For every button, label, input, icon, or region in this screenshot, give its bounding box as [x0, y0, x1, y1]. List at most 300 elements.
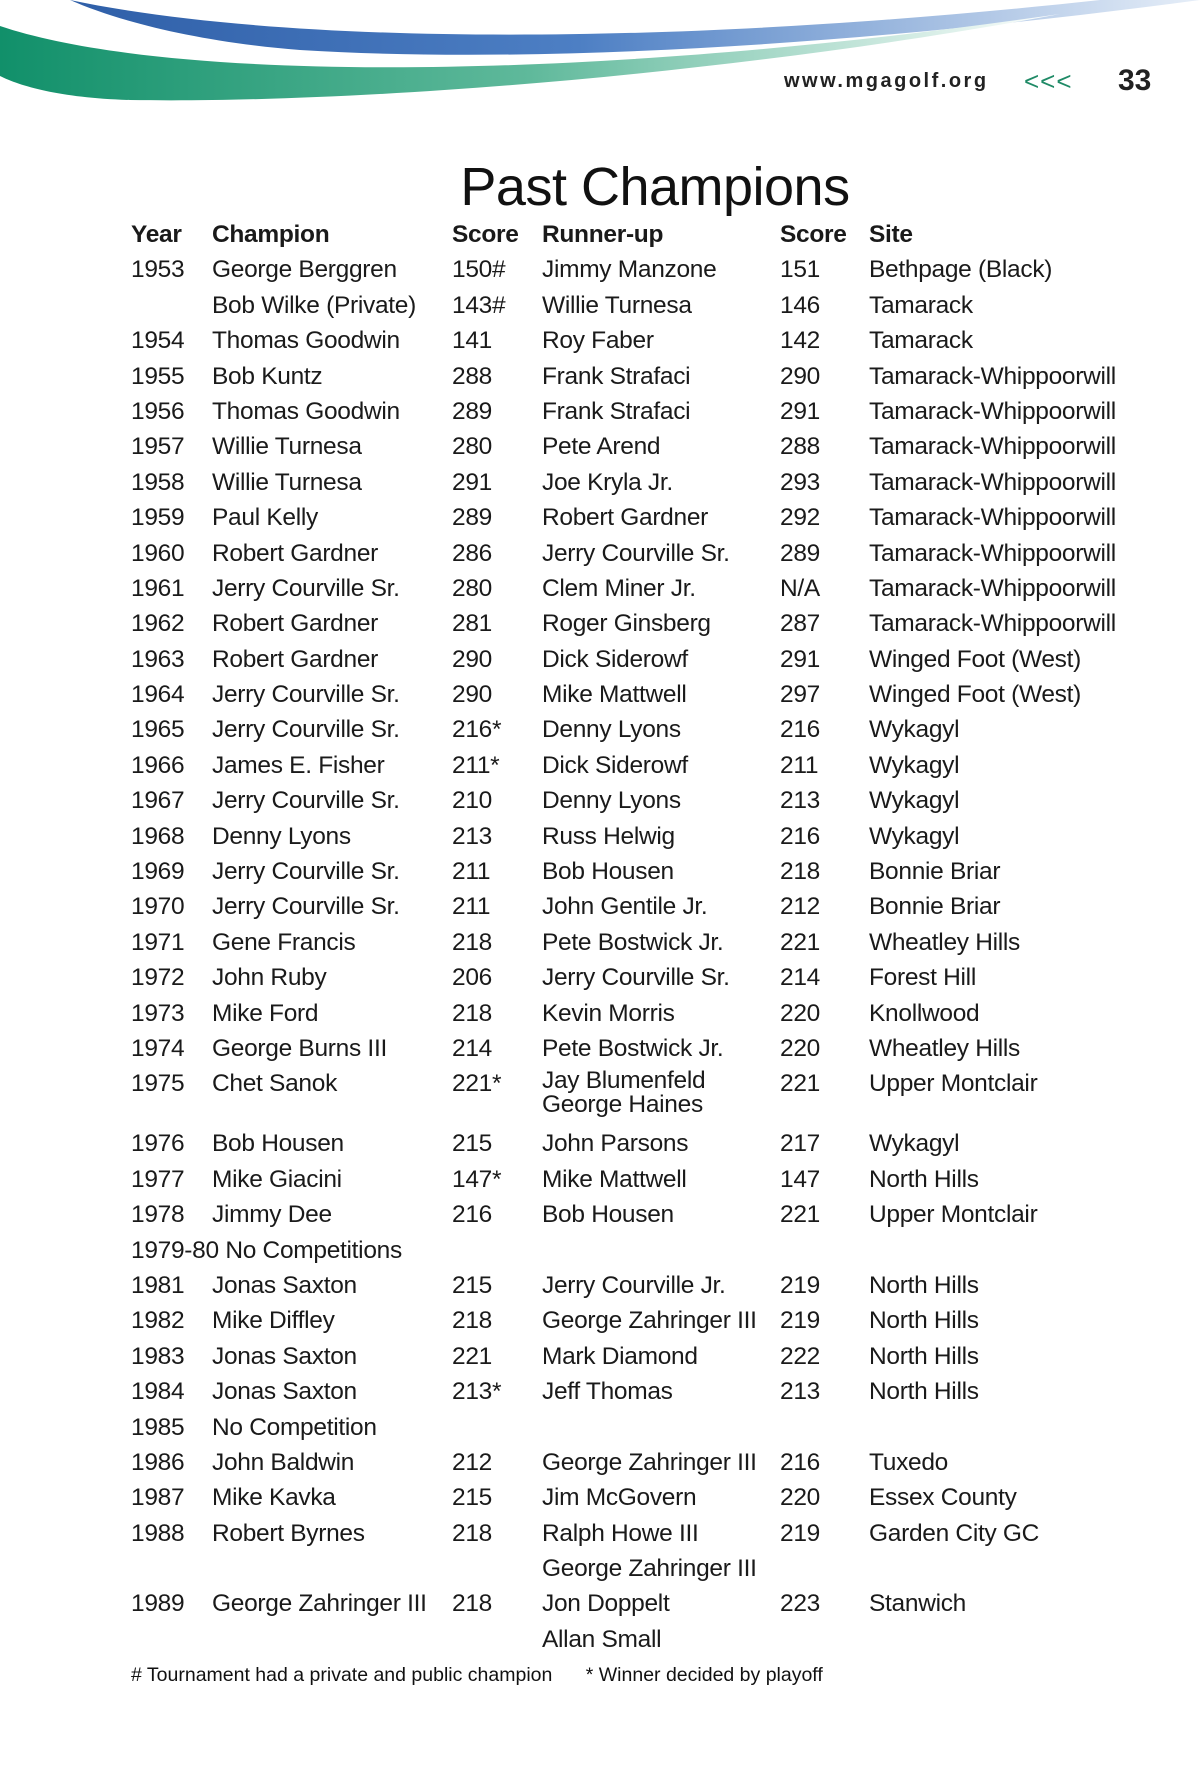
page-number: 33: [1118, 64, 1152, 97]
table-row: [131, 822, 1131, 857]
runner-up-name: Ralph Howe III: [542, 1519, 699, 1547]
cell-runner-score: 217: [780, 1130, 820, 1158]
table-row: [131, 1342, 1131, 1377]
cell-champion: Jerry Courville Sr.: [212, 893, 400, 921]
table-header-row: [131, 220, 1131, 255]
cell-year: 1967: [131, 787, 185, 815]
cell-champion: Willie Turnesa: [212, 433, 362, 461]
table-row: [131, 291, 1131, 326]
column-header-score: Score: [452, 221, 519, 248]
cell-runner-score: 290: [780, 362, 820, 390]
table-row: [131, 397, 1131, 432]
cell-year: 1963: [131, 645, 185, 673]
runner-up-name: Dick Siderowf: [542, 751, 688, 779]
cell-champion: Thomas Goodwin: [212, 327, 400, 355]
cell-year: 1979-80 No Competitions: [131, 1236, 402, 1264]
cell-runner-up: [542, 1342, 698, 1372]
cell-runner-score: 293: [780, 468, 820, 496]
cell-year: 1958: [131, 468, 185, 496]
table-row: [131, 1483, 1131, 1518]
cell-site: Bonnie Briar: [869, 858, 1001, 886]
cell-runner-score: 146: [780, 291, 820, 319]
cell-runner-up: [542, 1165, 687, 1195]
cell-score: 218: [452, 1590, 492, 1618]
cell-year: 1976: [131, 1130, 185, 1158]
cell-champion: Bob Kuntz: [212, 362, 323, 390]
cell-champion: Gene Francis: [212, 928, 356, 956]
cell-score: 216: [452, 1201, 492, 1229]
cell-champion: Thomas Goodwin: [212, 397, 400, 425]
cell-runner-score: 216: [780, 716, 820, 744]
runner-up-name: Jay Blumenfeld: [542, 1067, 706, 1095]
cell-score: 211: [452, 893, 491, 921]
cell-runner-score: 292: [780, 504, 820, 532]
runner-up-name: Jim McGovern: [542, 1484, 697, 1512]
cell-site: Wheatley Hills: [869, 928, 1021, 956]
cell-champion: George Zahringer III: [212, 1590, 427, 1618]
cell-score: 214: [452, 1034, 492, 1062]
cell-runner-score: 219: [780, 1519, 820, 1547]
cell-champion: John Ruby: [212, 964, 327, 992]
cell-champion: Jerry Courville Sr.: [212, 858, 400, 886]
cell-score: 215: [452, 1484, 492, 1512]
cell-runner-up: [542, 963, 730, 993]
cell-year: 1954: [131, 327, 185, 355]
table-row: [131, 928, 1131, 963]
table-row: [131, 255, 1131, 290]
cell-site: North Hills: [869, 1378, 979, 1406]
cell-champion: Robert Gardner: [212, 539, 379, 567]
chevron-left-icon: <<<: [1024, 66, 1073, 96]
cell-runner-up: [542, 574, 696, 604]
cell-runner-up: [542, 362, 690, 392]
cell-runner-up: [542, 503, 708, 533]
cell-runner-up: [542, 1589, 669, 1619]
cell-runner-up: [542, 1069, 705, 1117]
cell-runner-score: 223: [780, 1590, 820, 1618]
cell-year: 1981: [131, 1271, 185, 1299]
table-row: [131, 963, 1131, 998]
cell-year: 1987: [131, 1484, 185, 1512]
cell-runner-score: 142: [780, 327, 820, 355]
cell-year: 1959: [131, 504, 185, 532]
table-row: [131, 1306, 1131, 1341]
cell-runner-up: [542, 751, 688, 781]
runner-up-name: Dick Siderowf: [542, 645, 688, 673]
cell-runner-score: 287: [780, 610, 820, 638]
cell-year: 1988: [131, 1519, 185, 1547]
cell-runner-up: [542, 1519, 699, 1549]
cell-year: 1971: [131, 928, 185, 956]
cell-runner-score: 220: [780, 999, 820, 1027]
cell-year: 1961: [131, 574, 185, 602]
cell-score: 213*: [452, 1378, 502, 1406]
cell-champion: Mike Giacini: [212, 1165, 342, 1193]
cell-runner-up: [542, 822, 675, 852]
cell-runner-up: [542, 397, 690, 427]
cell-runner-score: 212: [780, 893, 820, 921]
cell-year: 1989: [131, 1590, 185, 1618]
cell-site: Tamarack: [869, 327, 973, 355]
cell-runner-score: 220: [780, 1034, 820, 1062]
cell-runner-up: [542, 1034, 723, 1064]
table-row: [131, 645, 1131, 680]
table-body: [131, 255, 1131, 1660]
cell-champion: Mike Ford: [212, 999, 319, 1027]
cell-site: Winged Foot (West): [869, 645, 1081, 673]
cell-score: 210: [452, 787, 492, 815]
cell-champion: Robert Gardner: [212, 610, 379, 638]
cell-champion: George Burns III: [212, 1034, 387, 1062]
cell-runner-up: [542, 1129, 688, 1159]
cell-runner-up: [542, 892, 707, 922]
runner-up-name: Russ Helwig: [542, 822, 675, 850]
cell-score: 215: [452, 1130, 492, 1158]
cell-score: 289: [452, 397, 492, 425]
cell-year: 1973: [131, 999, 185, 1027]
cell-score: 141: [452, 327, 492, 355]
cell-runner-up: [542, 1448, 757, 1478]
cell-runner-score: 291: [780, 645, 820, 673]
cell-champion: Jerry Courville Sr.: [212, 681, 400, 709]
table-row: [131, 1069, 1131, 1129]
runner-up-name: Roger Ginsberg: [542, 610, 711, 638]
cell-runner-score: 216: [780, 822, 820, 850]
cell-runner-up: [542, 1554, 757, 1584]
cell-year: 1957: [131, 433, 185, 461]
runner-up-name: Willie Turnesa: [542, 291, 692, 319]
cell-score: 286: [452, 539, 492, 567]
runner-up-name: Joe Kryla Jr.: [542, 468, 673, 496]
cell-year: 1965: [131, 716, 185, 744]
cell-site: Winged Foot (West): [869, 681, 1081, 709]
cell-champion: Paul Kelly: [212, 504, 318, 532]
runner-up-name: Denny Lyons: [542, 716, 681, 744]
table-row: [131, 432, 1131, 467]
cell-runner-up: [542, 1377, 673, 1407]
cell-score: 280: [452, 574, 492, 602]
cell-runner-score: 288: [780, 433, 820, 461]
cell-runner-up: [542, 1271, 726, 1301]
cell-score: 150#: [452, 256, 506, 284]
cell-runner-up: [542, 928, 723, 958]
runner-up-name: Pete Arend: [542, 433, 661, 461]
cell-year: 1970: [131, 893, 185, 921]
table-row: [131, 503, 1131, 538]
runner-up-name: Robert Gardner: [542, 504, 709, 532]
cell-champion: George Berggren: [212, 256, 397, 284]
cell-year: 1975: [131, 1070, 185, 1098]
cell-runner-score: 216: [780, 1448, 820, 1476]
table-row: [131, 1236, 1131, 1271]
cell-site: Garden City GC: [869, 1519, 1040, 1547]
footnote-private-public: # Tournament had a private and public champion: [131, 1664, 553, 1686]
table-row: [131, 1200, 1131, 1235]
cell-champion: Robert Byrnes: [212, 1519, 365, 1547]
table-row: [131, 1377, 1131, 1412]
column-header-runner-up: Runner-up: [542, 221, 664, 248]
table-row: [131, 751, 1131, 786]
cell-year: 1955: [131, 362, 185, 390]
champions-table: [131, 220, 1131, 1660]
cell-runner-up: [542, 680, 687, 710]
table-row: [131, 362, 1131, 397]
runner-up-name: George Zahringer III: [542, 1555, 757, 1583]
cell-site: Tuxedo: [869, 1448, 949, 1476]
runner-up-name: Jeff Thomas: [542, 1378, 673, 1406]
cell-year: 1969: [131, 858, 185, 886]
cell-runner-score: 297: [780, 681, 820, 709]
cell-runner-score: 221: [780, 1070, 820, 1098]
website-url[interactable]: www.mgagolf.org: [784, 70, 989, 92]
runner-up-name: George Zahringer III: [542, 1448, 757, 1476]
cell-year: 1978: [131, 1201, 185, 1229]
cell-champion: John Baldwin: [212, 1448, 355, 1476]
cell-score: 216*: [452, 716, 502, 744]
cell-champion: Jonas Saxton: [212, 1378, 357, 1406]
cell-champion: Jimmy Dee: [212, 1201, 332, 1229]
runner-up-name: Mike Mattwell: [542, 681, 687, 709]
cell-runner-score: 220: [780, 1484, 820, 1512]
cell-champion: Mike Kavka: [212, 1484, 336, 1512]
cell-runner-score: 291: [780, 397, 820, 425]
runner-up-name: Clem Miner Jr.: [542, 574, 696, 602]
runner-up-name: Bob Housen: [542, 1201, 674, 1229]
table-row: [131, 1589, 1131, 1624]
cell-site: Upper Montclair: [869, 1201, 1038, 1229]
runner-up-name: Jerry Courville Sr.: [542, 964, 730, 992]
cell-score: 280: [452, 433, 492, 461]
cell-runner-score: 289: [780, 539, 820, 567]
cell-runner-up: [542, 1306, 757, 1336]
cell-site: Bethpage (Black): [869, 256, 1053, 284]
cell-year: 1956: [131, 397, 185, 425]
runner-up-name: Denny Lyons: [542, 787, 681, 815]
table-row: [131, 857, 1131, 892]
cell-year: 1972: [131, 964, 185, 992]
footnote-playoff: * Winner decided by playoff: [585, 1664, 823, 1686]
table-row: [131, 1413, 1131, 1448]
cell-runner-score: 211: [780, 751, 819, 779]
cell-runner-up: [542, 999, 675, 1029]
cell-score: 218: [452, 928, 492, 956]
cell-score: 215: [452, 1271, 492, 1299]
cell-site: Tamarack-Whippoorwill: [869, 504, 1116, 532]
column-header-site: Site: [869, 221, 913, 248]
cell-runner-up: [542, 539, 730, 569]
cell-year: 1968: [131, 822, 185, 850]
cell-score: 218: [452, 1307, 492, 1335]
table-row: [131, 999, 1131, 1034]
cell-champion: James E. Fisher: [212, 751, 385, 779]
cell-score: 211: [452, 858, 491, 886]
cell-champion: Jerry Courville Sr.: [212, 716, 400, 744]
cell-site: Knollwood: [869, 999, 980, 1027]
cell-runner-up: [542, 786, 681, 816]
cell-year: 1986: [131, 1448, 185, 1476]
cell-site: Wykagyl: [869, 716, 960, 744]
table-row: [131, 1165, 1131, 1200]
cell-score: 218: [452, 999, 492, 1027]
cell-champion: Bob Wilke (Private): [212, 291, 416, 319]
table-row: [131, 1625, 1131, 1660]
cell-site: Tamarack-Whippoorwill: [869, 468, 1116, 496]
runner-up-name: Jerry Courville Jr.: [542, 1271, 726, 1299]
runner-up-name: Jimmy Manzone: [542, 256, 717, 284]
table-row: [131, 1554, 1131, 1589]
cell-runner-score: 221: [780, 928, 820, 956]
table-row: [131, 715, 1131, 750]
cell-site: Tamarack-Whippoorwill: [869, 362, 1116, 390]
table-row: [131, 1519, 1131, 1554]
swoosh-graphic: [0, 0, 1200, 120]
cell-score: 290: [452, 681, 492, 709]
cell-site: Stanwich: [869, 1590, 967, 1618]
cell-score: 206: [452, 964, 492, 992]
cell-year: 1964: [131, 681, 185, 709]
cell-champion: Jerry Courville Sr.: [212, 574, 400, 602]
cell-site: North Hills: [869, 1165, 979, 1193]
runner-up-name: Mark Diamond: [542, 1342, 698, 1370]
cell-site: Tamarack-Whippoorwill: [869, 397, 1116, 425]
cell-score: 290: [452, 645, 492, 673]
cell-score: 288: [452, 362, 492, 390]
cell-runner-up: [542, 1625, 661, 1655]
cell-score: 212: [452, 1448, 492, 1476]
runner-up-name: Allan Small: [542, 1625, 662, 1653]
cell-year: 1982: [131, 1307, 185, 1335]
cell-runner-score: 214: [780, 964, 820, 992]
cell-runner-score: 147: [780, 1165, 820, 1193]
cell-site: Essex County: [869, 1484, 1017, 1512]
cell-year: 1983: [131, 1342, 185, 1370]
cell-year: 1953: [131, 256, 185, 284]
runner-up-name: Mike Mattwell: [542, 1165, 687, 1193]
runner-up-name: Frank Strafaci: [542, 362, 691, 390]
runner-up-name: George Zahringer III: [542, 1307, 757, 1335]
runner-up-name: George Haines: [542, 1091, 703, 1119]
cell-score: 211*: [452, 751, 500, 779]
cell-runner-score: 218: [780, 858, 820, 886]
cell-site: North Hills: [869, 1342, 979, 1370]
cell-runner-score: 222: [780, 1342, 820, 1370]
table-row: [131, 609, 1131, 644]
cell-champion: Mike Diffley: [212, 1307, 335, 1335]
runner-up-name: Kevin Morris: [542, 999, 675, 1027]
cell-site: Wykagyl: [869, 787, 960, 815]
cell-runner-up: [542, 715, 681, 745]
runner-up-name: Frank Strafaci: [542, 397, 691, 425]
table-row: [131, 574, 1131, 609]
cell-champion: Jonas Saxton: [212, 1271, 357, 1299]
table-row: [131, 786, 1131, 821]
cell-runner-up: [542, 468, 673, 498]
cell-runner-up: [542, 609, 711, 639]
cell-score: 221: [452, 1342, 492, 1370]
cell-runner-score: 219: [780, 1307, 820, 1335]
runner-up-name: Pete Bostwick Jr.: [542, 928, 724, 956]
column-header-runner-score: Score: [780, 221, 847, 248]
page-title: Past Champions: [460, 157, 850, 217]
table-row: [131, 1271, 1131, 1306]
cell-runner-up: [542, 857, 674, 887]
cell-runner-up: [542, 1200, 674, 1230]
cell-champion: Willie Turnesa: [212, 468, 362, 496]
runner-up-name: Roy Faber: [542, 327, 654, 355]
table-row: [131, 680, 1131, 715]
column-header-champion: Champion: [212, 221, 330, 248]
cell-site: Tamarack-Whippoorwill: [869, 610, 1116, 638]
cell-score: 291: [452, 468, 492, 496]
runner-up-name: John Parsons: [542, 1130, 689, 1158]
cell-champion: Denny Lyons: [212, 822, 351, 850]
cell-champion: Robert Gardner: [212, 645, 379, 673]
cell-runner-up: [542, 326, 654, 356]
table-row: [131, 1448, 1131, 1483]
cell-site: Tamarack-Whippoorwill: [869, 433, 1116, 461]
cell-champion: Jonas Saxton: [212, 1342, 357, 1370]
cell-year: 1985: [131, 1413, 185, 1441]
runner-up-name: Jerry Courville Sr.: [542, 539, 730, 567]
cell-score: 143#: [452, 291, 506, 319]
header-banner: [0, 0, 1200, 120]
cell-site: Bonnie Briar: [869, 893, 1001, 921]
cell-year: 1966: [131, 751, 185, 779]
cell-runner-score: 151: [780, 256, 820, 284]
cell-year: 1974: [131, 1034, 185, 1062]
table-row: [131, 468, 1131, 503]
cell-site: Tamarack-Whippoorwill: [869, 574, 1116, 602]
table-row: [131, 1129, 1131, 1164]
cell-year: 1984: [131, 1378, 185, 1406]
table-row: [131, 539, 1131, 574]
cell-champion: Bob Housen: [212, 1130, 344, 1158]
cell-champion: Chet Sanok: [212, 1070, 338, 1098]
cell-site: Forest Hill: [869, 964, 976, 992]
cell-runner-score: 221: [780, 1201, 820, 1229]
cell-runner-score: 213: [780, 787, 820, 815]
cell-score: 218: [452, 1519, 492, 1547]
cell-runner-up: [542, 432, 660, 462]
cell-site: Upper Montclair: [869, 1070, 1038, 1098]
cell-runner-up: [542, 291, 692, 321]
cell-runner-score: 219: [780, 1271, 820, 1299]
cell-runner-score: 213: [780, 1378, 820, 1406]
table-row: [131, 892, 1131, 927]
cell-site: Wykagyl: [869, 1130, 960, 1158]
cell-score: 221*: [452, 1070, 502, 1098]
runner-up-name: Pete Bostwick Jr.: [542, 1034, 724, 1062]
cell-site: Wheatley Hills: [869, 1034, 1021, 1062]
cell-site: North Hills: [869, 1307, 979, 1335]
cell-score: 213: [452, 822, 492, 850]
column-header-year: Year: [131, 221, 182, 248]
cell-champion: Jerry Courville Sr.: [212, 787, 400, 815]
runner-up-name: Bob Housen: [542, 858, 674, 886]
cell-site: Wykagyl: [869, 751, 960, 779]
runner-up-name: John Gentile Jr.: [542, 893, 708, 921]
cell-runner-up: [542, 645, 688, 675]
cell-runner-up: [542, 1483, 696, 1513]
cell-year: 1962: [131, 610, 185, 638]
cell-year: 1977: [131, 1165, 185, 1193]
cell-site: Tamarack-Whippoorwill: [869, 539, 1116, 567]
footnotes: [131, 1664, 823, 1687]
cell-site: Tamarack: [869, 291, 973, 319]
cell-score: 281: [452, 610, 492, 638]
cell-champion: No Competition: [212, 1413, 377, 1441]
cell-runner-up: [542, 255, 716, 285]
